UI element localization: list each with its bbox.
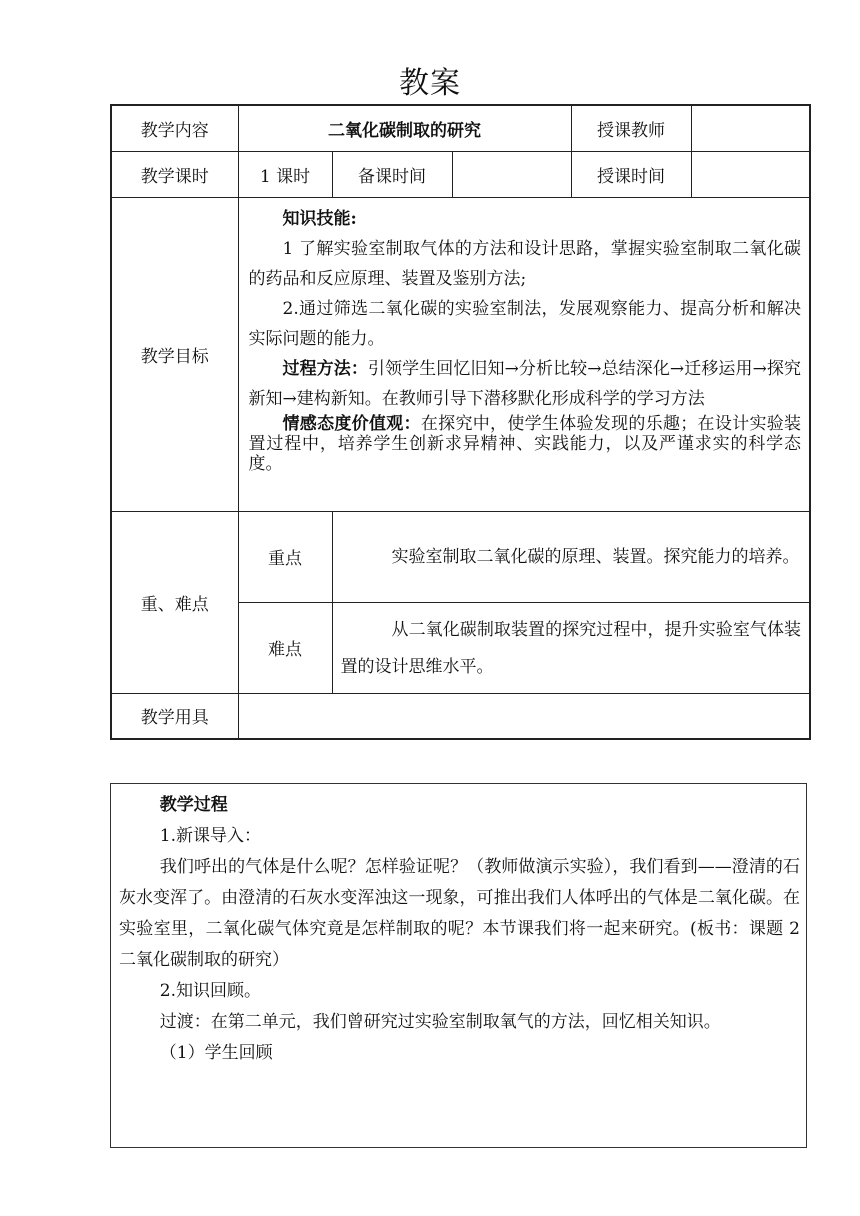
teaching-process-box [110,783,817,1148]
class-time-value [691,151,810,197]
difficulty-label: 难点 [238,602,332,693]
key-point-text: 实验室制取二氧化碳的原理、装置。探究能力的培养。 [391,547,800,567]
difficulty-text: 从二氧化碳制取装置的探究过程中，提升实验室气体装置的设计思维水平。 [340,619,802,677]
row-goals [111,197,810,511]
process-method-text: 引领学生回忆旧知→分析比较→总结深化→迁移运用→探究新知→建构新知。在教师引导下潜移默化形成科学的学习方法 [248,358,802,409]
knowledge-item-1: 1 了解实验室制取气体的方法和设计思路，掌握实验室制取二氧化碳的药品和反应原理、装置及鉴别方法; [248,238,802,289]
tools-label: 教学用具 [111,693,238,739]
attitude-text: 在探究中，使学生体验发现的乐趣；在设计实验装置过程中，培养学生创新求异精神、实践能力，以及严谨求实的科学态度。 [248,413,802,474]
row-key-point [111,511,810,602]
teacher-label: 授课教师 [571,105,691,151]
difficulty-content [332,602,810,693]
lesson-plan-table [110,104,811,740]
hours-label: 教学课时 [111,151,238,197]
knowledge-heading: 知识技能: [282,208,357,229]
goals-label: 教学目标 [111,197,238,511]
attitude-heading: 情感态度价值观： [282,413,421,434]
key-point-label: 重点 [238,511,332,602]
focus-label: 重、难点 [111,511,238,693]
hours-value: 1 课时 [238,151,332,197]
page-title: 教案 [399,66,461,101]
content-value: 二氧化碳制取的研究 [238,105,571,151]
process-heading: 教学过程 [159,795,228,815]
process-method-heading: 过程方法： [282,358,368,379]
process-paragraph-5: （1）学生回顾 [159,1043,273,1063]
process-paragraph-1: 1.新课导入： [159,826,262,846]
process-paragraph-3: 2.知识回顾。 [159,981,262,1001]
knowledge-item-2: 2.通过筛选二氧化碳的实验室制法，发展观察能力、提高分析和解决实际问题的能力。 [248,298,802,349]
process-paragraph-4: 过渡：在第二单元，我们曾研究过实验室制取氧气的方法，回忆相关知识。 [159,1012,721,1032]
row-content [111,105,810,151]
process-paragraph-2: 我们呼出的气体是什么呢？怎样验证呢？（教师做演示实验），我们看到——澄清的石灰水变浑了。由澄清的石灰水变浑浊这一现象，可推出我们人体呼出的气体是二氧化碳。在实验室里，二氧化碳气体究竟是怎样制取的呢？本节课我们将一起来研究。(板书：课题 2 二氧化碳制取的研究） [119,857,817,970]
key-point-content [332,511,810,602]
prep-value [452,151,571,197]
tools-value [238,693,810,739]
prep-label: 备课时间 [332,151,452,197]
row-tools [111,693,810,739]
class-time-label: 授课时间 [571,151,691,197]
goals-content [238,197,810,511]
row-hours [111,151,810,197]
teacher-value [691,105,810,151]
content-label: 教学内容 [111,105,238,151]
